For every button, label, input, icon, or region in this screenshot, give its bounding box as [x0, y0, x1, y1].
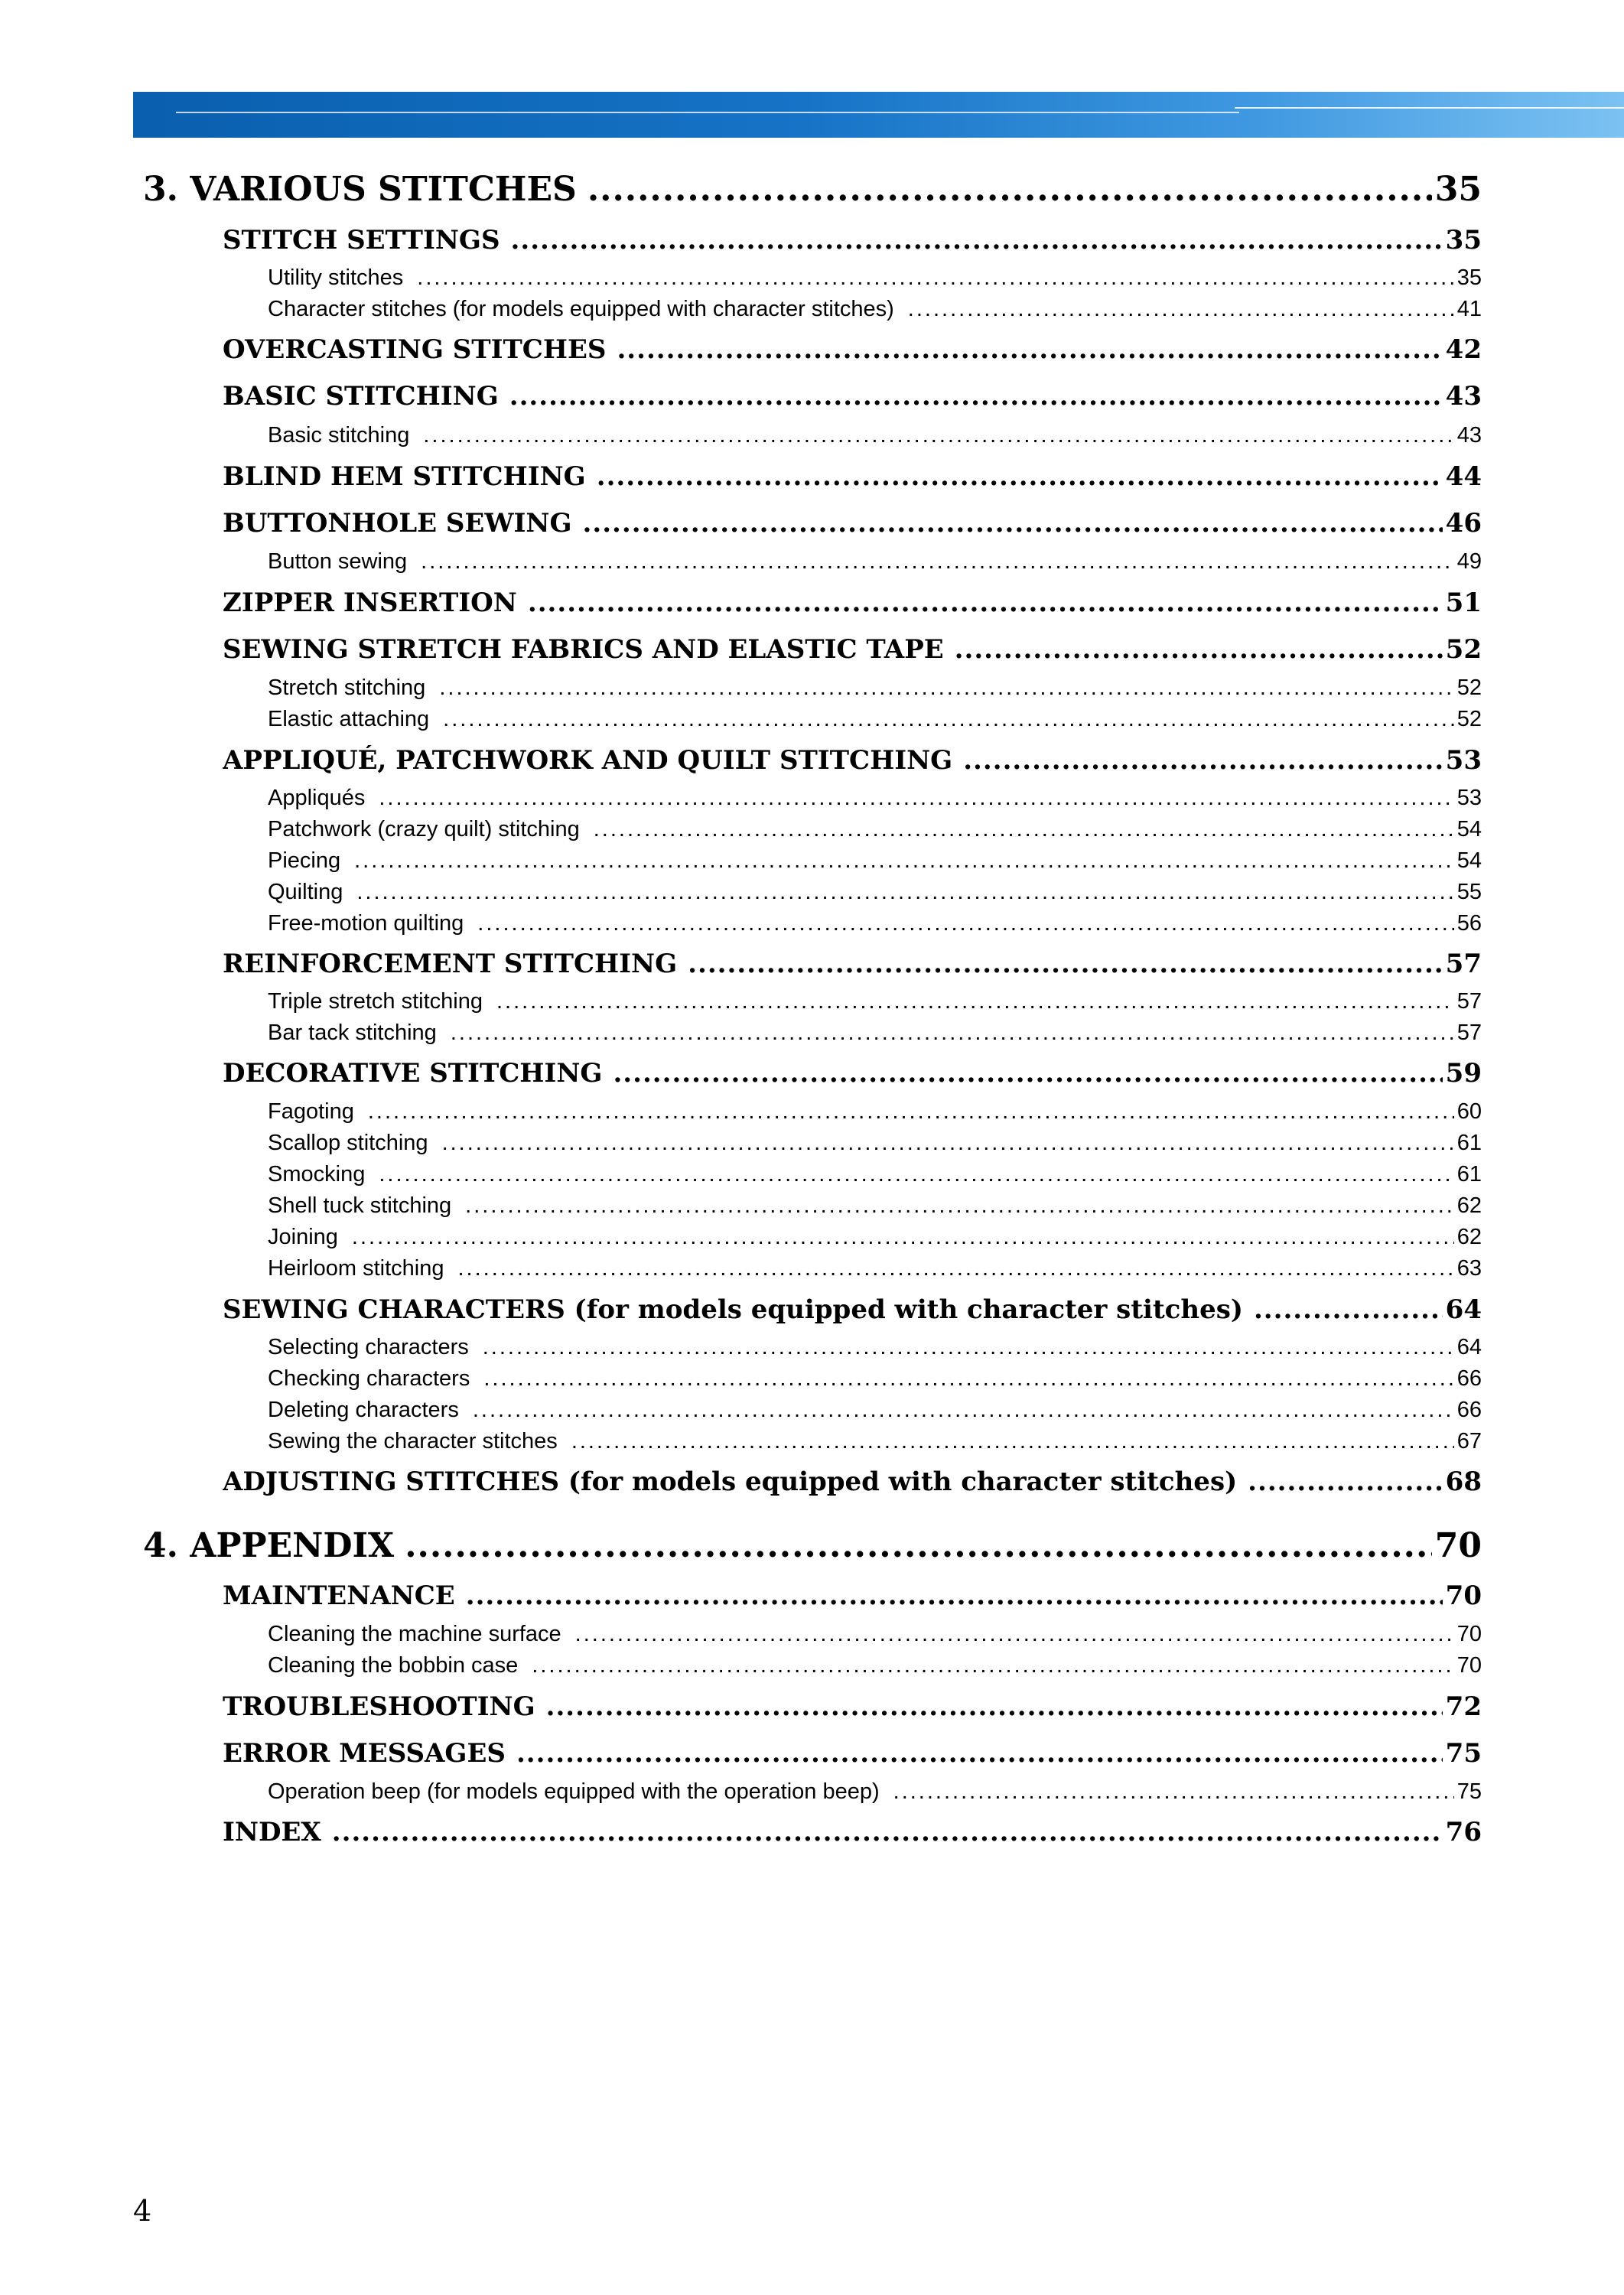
- toc-title: BLIND HEM STITCHING: [223, 461, 586, 492]
- dot-leader: [688, 949, 1443, 979]
- toc-page-number: 42: [1445, 334, 1482, 365]
- toc-subsection-entry[interactable]: [268, 1021, 1482, 1046]
- toc-title: Character stitches (for models equipped with character stitches): [268, 297, 894, 321]
- dot-leader: [379, 1162, 1453, 1187]
- toc-title: DECORATIVE STITCHING: [223, 1058, 603, 1089]
- toc-page-number: 75: [1445, 1738, 1482, 1769]
- toc-section-entry[interactable]: [223, 1580, 1482, 1611]
- toc-page-number: 49: [1456, 549, 1482, 574]
- toc-section-entry[interactable]: [223, 461, 1482, 492]
- toc-page-number: 75: [1456, 1779, 1482, 1804]
- toc-title: Heirloom stitching: [268, 1256, 444, 1281]
- toc-title: Button sewing: [268, 549, 408, 574]
- dot-leader: [511, 225, 1443, 256]
- toc-title: Bar tack stitching: [268, 1021, 437, 1045]
- toc-page-number: 43: [1445, 381, 1482, 412]
- toc-page-number: 60: [1456, 1099, 1482, 1124]
- toc-page-number: 53: [1456, 786, 1482, 810]
- toc-page-number: 41: [1456, 297, 1482, 321]
- toc-title: Free-motion quilting: [268, 911, 464, 936]
- toc-page-number: 66: [1456, 1366, 1482, 1391]
- toc-subsection-entry[interactable]: [268, 707, 1482, 732]
- toc-title: STITCH SETTINGS: [223, 225, 500, 256]
- toc-page-number: 62: [1456, 1193, 1482, 1218]
- toc-subsection-entry[interactable]: [268, 786, 1482, 811]
- toc-page-number: 70: [1456, 1622, 1482, 1646]
- toc-title: Cleaning the bobbin case: [268, 1653, 519, 1678]
- banner-rule: [176, 112, 1239, 113]
- toc-subsection-entry[interactable]: [268, 880, 1482, 905]
- dot-leader: [421, 549, 1454, 575]
- toc-section-entry[interactable]: [223, 1817, 1482, 1847]
- toc-subsection-entry[interactable]: [268, 911, 1482, 936]
- toc-page-number: 53: [1445, 745, 1482, 776]
- dot-leader: [528, 588, 1443, 618]
- dot-leader: [893, 1779, 1454, 1805]
- dot-leader: [594, 817, 1454, 842]
- toc-subsection-entry[interactable]: [268, 1225, 1482, 1250]
- toc-section-entry[interactable]: [223, 508, 1482, 539]
- dot-leader: [516, 1738, 1443, 1769]
- toc-page-number: 63: [1456, 1256, 1482, 1281]
- toc-subsection-entry[interactable]: [268, 1366, 1482, 1392]
- toc-title: 4. APPENDIX: [143, 1526, 395, 1565]
- toc-title: Joining: [268, 1225, 338, 1249]
- toc-title: REINFORCEMENT STITCHING: [223, 949, 678, 979]
- toc-section-entry[interactable]: [223, 225, 1482, 256]
- toc-page-number: 51: [1445, 588, 1482, 618]
- toc-title: Basic stitching: [268, 423, 410, 448]
- toc-section-entry[interactable]: [223, 1294, 1482, 1325]
- toc-subsection-entry[interactable]: [268, 1099, 1482, 1125]
- toc-subsection-entry[interactable]: [268, 549, 1482, 575]
- dot-leader: [332, 1817, 1443, 1847]
- dot-leader: [405, 1526, 1432, 1565]
- dot-leader: [477, 911, 1453, 936]
- toc-page-number: 61: [1456, 1162, 1482, 1187]
- toc-page-number: 55: [1456, 880, 1482, 904]
- toc-title: Stretch stitching: [268, 675, 426, 700]
- toc-page-number: 35: [1434, 170, 1482, 209]
- toc-subsection-entry[interactable]: [268, 1162, 1482, 1187]
- dot-leader: [352, 1225, 1454, 1250]
- toc-page-number: 43: [1456, 423, 1482, 448]
- toc-section-entry[interactable]: [223, 334, 1482, 365]
- toc-title: TROUBLESHOOTING: [223, 1691, 535, 1722]
- toc-section-entry[interactable]: [223, 381, 1482, 412]
- dot-leader: [1248, 1467, 1443, 1497]
- toc-title: 3. VARIOUS STITCHES: [143, 170, 577, 209]
- toc-title: ERROR MESSAGES: [223, 1738, 506, 1769]
- dot-leader: [466, 1580, 1443, 1611]
- toc-section-entry[interactable]: [223, 1467, 1482, 1497]
- toc-title: Shell tuck stitching: [268, 1193, 452, 1218]
- toc-title: ADJUSTING STITCHES (for models equipped with character stitches): [223, 1467, 1238, 1497]
- dot-leader: [417, 265, 1453, 291]
- toc-section-entry[interactable]: [223, 1738, 1482, 1769]
- toc-subsection-entry[interactable]: [268, 1779, 1482, 1805]
- toc-subsection-entry[interactable]: [268, 848, 1482, 874]
- dot-leader: [955, 634, 1443, 665]
- toc-page-number: 56: [1456, 911, 1482, 936]
- toc-section-entry[interactable]: [223, 588, 1482, 618]
- toc-subsection-entry[interactable]: [268, 1256, 1482, 1281]
- dot-leader: [583, 508, 1443, 539]
- toc-page-number: 76: [1445, 1817, 1482, 1847]
- dot-leader: [368, 1099, 1454, 1125]
- toc-subsection-entry[interactable]: [268, 423, 1482, 448]
- toc-title: Elastic attaching: [268, 707, 430, 731]
- toc-subsection-entry[interactable]: [268, 265, 1482, 291]
- page-number: 4: [133, 2194, 152, 2228]
- dot-leader: [496, 989, 1454, 1014]
- dot-leader: [354, 848, 1454, 874]
- toc-title: SEWING STRETCH FABRICS AND ELASTIC TAPE: [223, 634, 944, 665]
- toc-page-number: 57: [1456, 989, 1482, 1014]
- dot-leader: [443, 707, 1454, 732]
- banner-rule: [1235, 107, 1624, 109]
- toc-title: Appliqués: [268, 786, 366, 810]
- dot-leader: [457, 1256, 1453, 1281]
- dot-leader: [532, 1653, 1453, 1678]
- toc-section-entry[interactable]: [223, 745, 1482, 776]
- toc-page-number: 67: [1456, 1429, 1482, 1454]
- dot-leader: [1254, 1294, 1443, 1325]
- toc-section-entry[interactable]: [223, 1691, 1482, 1722]
- toc-page-number: 52: [1445, 634, 1482, 665]
- toc-page-number: 61: [1456, 1131, 1482, 1155]
- toc-subsection-entry[interactable]: [268, 1398, 1482, 1423]
- toc-section-entry[interactable]: [223, 1058, 1482, 1089]
- toc-page-number: 64: [1456, 1335, 1482, 1359]
- toc-title: Operation beep (for models equipped with the operation beep): [268, 1779, 880, 1804]
- dot-leader: [379, 786, 1453, 811]
- dot-leader: [423, 423, 1453, 448]
- toc-title: OVERCASTING STITCHES: [223, 334, 607, 365]
- toc-chapter-entry[interactable]: [143, 170, 1482, 209]
- toc-page-number: 54: [1456, 817, 1482, 842]
- toc-subsection-entry[interactable]: [268, 1622, 1482, 1647]
- toc-page-number: 64: [1445, 1294, 1482, 1325]
- dot-leader: [509, 381, 1443, 412]
- dot-leader: [546, 1691, 1443, 1722]
- toc-page-number: 68: [1445, 1467, 1482, 1497]
- toc-title: Smocking: [268, 1162, 366, 1187]
- toc-page-number: 52: [1456, 675, 1482, 700]
- dot-leader: [465, 1193, 1454, 1219]
- toc-title: APPLIQUÉ, PATCHWORK AND QUILT STITCHING: [223, 745, 953, 776]
- toc-title: BUTTONHOLE SEWING: [223, 508, 572, 539]
- toc-page-number: 59: [1445, 1058, 1482, 1089]
- dot-leader: [908, 297, 1454, 322]
- toc-title: SEWING CHARACTERS (for models equipped with character stitches): [223, 1294, 1243, 1325]
- header-banner: [133, 92, 1624, 138]
- toc-section-entry[interactable]: [223, 949, 1482, 979]
- toc-page-number: 70: [1456, 1653, 1482, 1678]
- toc-subsection-entry[interactable]: [268, 1131, 1482, 1156]
- dot-leader: [613, 1058, 1442, 1089]
- toc-page-number: 54: [1456, 848, 1482, 873]
- toc-title: BASIC STITCHING: [223, 381, 499, 412]
- toc-title: Piecing: [268, 848, 341, 873]
- toc-title: Sewing the character stitches: [268, 1429, 558, 1454]
- toc-subsection-entry[interactable]: [268, 817, 1482, 842]
- toc-page-number: 44: [1445, 461, 1482, 492]
- toc-title: Checking characters: [268, 1366, 470, 1391]
- dot-leader: [617, 334, 1442, 365]
- toc-page-number: 70: [1445, 1580, 1482, 1611]
- toc-subsection-entry[interactable]: [268, 1193, 1482, 1219]
- toc-section-entry[interactable]: [223, 634, 1482, 665]
- dot-leader: [451, 1021, 1454, 1046]
- toc-title: INDEX: [223, 1817, 321, 1847]
- dot-leader: [442, 1131, 1454, 1156]
- toc-subsection-entry[interactable]: [268, 297, 1482, 322]
- toc-page-number: 52: [1456, 707, 1482, 731]
- toc-title: MAINTENANCE: [223, 1580, 455, 1611]
- dot-leader: [483, 1335, 1454, 1360]
- toc-page-number: 46: [1445, 508, 1482, 539]
- toc-subsection-entry[interactable]: [268, 989, 1482, 1014]
- toc-page-number: 72: [1445, 1691, 1482, 1722]
- dot-leader: [571, 1429, 1454, 1454]
- toc-page-number: 57: [1456, 1021, 1482, 1045]
- toc-title: Utility stitches: [268, 265, 404, 290]
- toc-page-number: 35: [1445, 225, 1482, 256]
- toc-page-number: 66: [1456, 1398, 1482, 1422]
- toc-subsection-entry[interactable]: [268, 1429, 1482, 1454]
- toc-title: Quilting: [268, 880, 343, 904]
- toc-title: Triple stretch stitching: [268, 989, 483, 1014]
- toc-title: Patchwork (crazy quilt) stitching: [268, 817, 580, 842]
- dot-leader: [439, 675, 1453, 701]
- toc-chapter-entry[interactable]: [143, 1526, 1482, 1565]
- toc-page-number: 70: [1434, 1526, 1482, 1565]
- toc-title: Selecting characters: [268, 1335, 469, 1359]
- toc-page-number: 57: [1445, 949, 1482, 979]
- toc-subsection-entry[interactable]: [268, 1335, 1482, 1360]
- toc-title: Fagoting: [268, 1099, 354, 1124]
- toc-title: Cleaning the machine surface: [268, 1622, 561, 1646]
- dot-leader: [575, 1622, 1454, 1647]
- toc-title: Scallop stitching: [268, 1131, 428, 1155]
- dot-leader: [597, 461, 1443, 492]
- toc-subsection-entry[interactable]: [268, 675, 1482, 701]
- toc-subsection-entry[interactable]: [268, 1653, 1482, 1678]
- toc-page-number: 62: [1456, 1225, 1482, 1249]
- toc-page-number: 35: [1456, 265, 1482, 290]
- toc-title: Deleting characters: [268, 1398, 459, 1422]
- dot-leader: [483, 1366, 1453, 1392]
- toc-title: ZIPPER INSERTION: [223, 588, 517, 618]
- dot-leader: [356, 880, 1453, 905]
- dot-leader: [473, 1398, 1454, 1423]
- dot-leader: [963, 745, 1442, 776]
- dot-leader: [587, 170, 1432, 209]
